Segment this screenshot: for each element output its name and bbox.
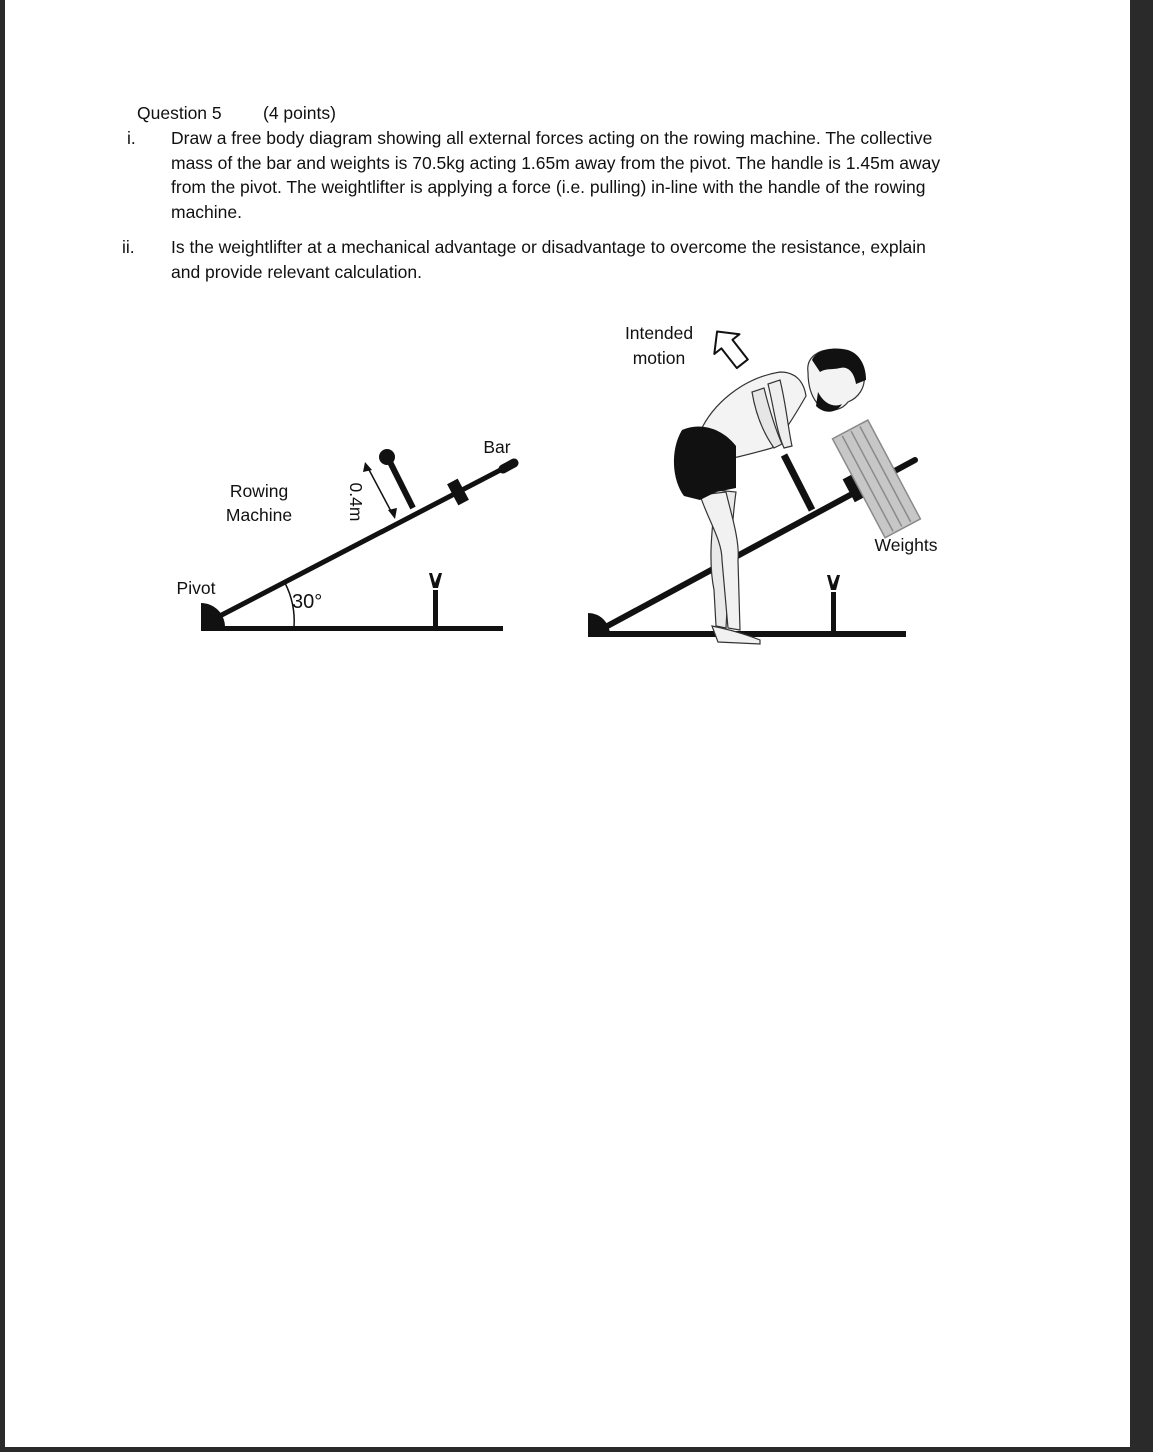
right-bar-rest-cradle — [827, 575, 840, 590]
part-i-marker: i. — [127, 128, 136, 148]
left-ground-line — [201, 626, 503, 631]
question-title: Question 5 — [137, 103, 222, 123]
left-bar-rest-cradle — [429, 573, 442, 588]
left-handle — [389, 460, 413, 508]
part-i-line-1: Draw a free body diagram showing all external forces acting on the rowing machine. The collective — [171, 128, 933, 148]
part-i-line-4: machine. — [171, 202, 243, 222]
distance-label: 0.4m — [346, 482, 366, 522]
left-bar-sleeve — [503, 463, 514, 469]
left-bar-rest-post — [433, 590, 438, 628]
machine-label-line-1: Rowing — [229, 481, 289, 501]
part-ii-line-1: Is the weightlifter at a mechanical advantage or disadvantage to overcome the resistance, explain — [171, 237, 926, 257]
angle-label: 30° — [292, 591, 323, 613]
distance-arrow-top — [363, 462, 372, 472]
intended-motion-label-line-1: Intended — [624, 323, 694, 343]
weights-label: Weights — [874, 535, 938, 555]
distance-dimension-line — [367, 466, 393, 515]
right-bar-rest-post — [831, 592, 836, 633]
bar-label: Bar — [483, 437, 511, 457]
left-handle-knob — [379, 449, 395, 465]
right-handle — [784, 455, 812, 510]
intended-motion-label-line-2: motion — [632, 348, 686, 368]
left-bar-collar — [447, 479, 469, 506]
part-ii-marker: ii. — [122, 237, 135, 257]
part-ii-line-2: and provide relevant calculation. — [171, 262, 422, 282]
weightlifter-figure — [674, 348, 866, 644]
part-i-line-3: from the pivot. The weightlifter is applying a force (i.e. pulling) in-line with the handle of the rowing — [171, 177, 926, 197]
machine-label-line-2: Machine — [225, 505, 293, 525]
pivot-label: Pivot — [176, 578, 216, 598]
intended-motion-arrow-icon — [704, 322, 754, 374]
question-points: (4 points) — [263, 103, 336, 123]
part-i-line-2: mass of the bar and weights is 70.5kg acting 1.65m away from the pivot. The handle is 1.45m away — [171, 153, 941, 173]
viewer-frame-bottom — [0, 1447, 1153, 1452]
